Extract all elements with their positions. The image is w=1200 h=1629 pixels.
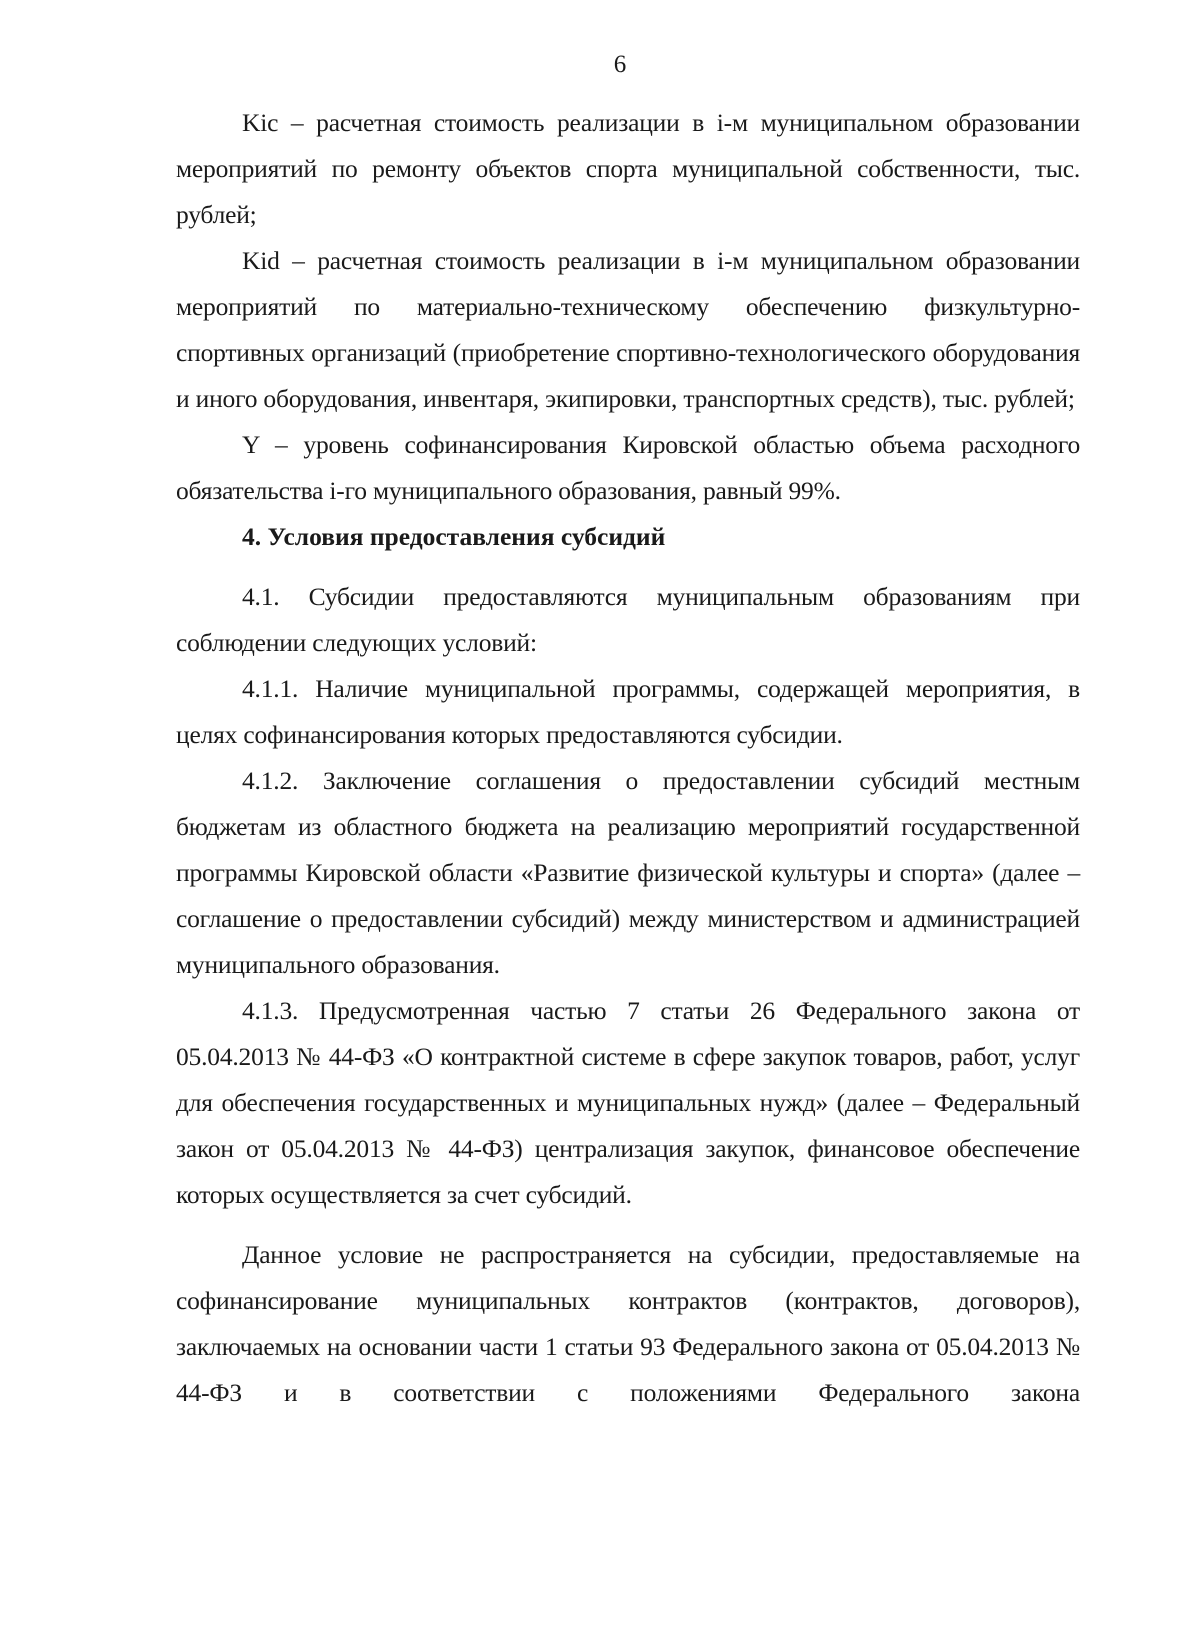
paragraph-4-1-3: 4.1.3. Предусмотренная частью 7 статьи 26 Федерального закона от 05.04.2013 № 44-ФЗ «О контрактной системе в сфере закупок товаров, работ, услуг для обеспечения государственных и муниципальных нужд» (далее – Федеральный закон от 05.04.2013 № 44-ФЗ) централизация закупок, финансовое обеспечение которых осуществляется за счет субсидий.: [176, 996, 1080, 1209]
paragraph-kid: Kid – расчетная стоимость реализации в i-м муниципальном образовании мероприятий по материально-техническому обеспечению физкультурно-спортивных организаций (приобретение спортивно-технологического оборудования и иного оборудования, инвентаря, экипировки, транспортных средств), тыс. рублей;: [176, 246, 1080, 413]
paragraph-kic: Kic – расчетная стоимость реализации в i-м муниципальном образовании мероприятий по ремонту объектов спорта муниципальной собственности, тыс. рублей;: [176, 108, 1080, 229]
document-body: [176, 100, 1080, 1416]
paragraph-4-1: 4.1. Субсидии предоставляются муниципальным образованиям при соблюдении следующих условий:: [176, 582, 1080, 657]
page-number: 6: [613, 51, 627, 78]
paragraph-exception: Данное условие не распространяется на субсидии, предоставляемые на софинансирование муниципальных контрактов (контрактов, договоров), заключаемых на основании части 1 статьи 93 Федерального закона от 05.04.2013 № 44-ФЗ и в соответствии с положениями Федерального закона: [176, 1240, 1080, 1407]
paragraph-y: Y – уровень софинансирования Кировской областью объема расходного обязательства i-го муниципального образования, равный 99%.: [176, 430, 1080, 505]
section-heading: 4. Условия предоставления субсидий: [242, 522, 666, 551]
paragraph-4-1-1: 4.1.1. Наличие муниципальной программы, содержащей мероприятия, в целях софинансирования которых предоставляются субсидии.: [176, 674, 1080, 749]
paragraph-4-1-2: 4.1.2. Заключение соглашения о предоставлении субсидий местным бюджетам из областного бюджета на реализацию мероприятий государственной программы Кировской области «Развитие физической культуры и спорта» (далее – соглашение о предоставлении субсидий) между министерством и администрацией муниципального образования.: [176, 766, 1080, 979]
